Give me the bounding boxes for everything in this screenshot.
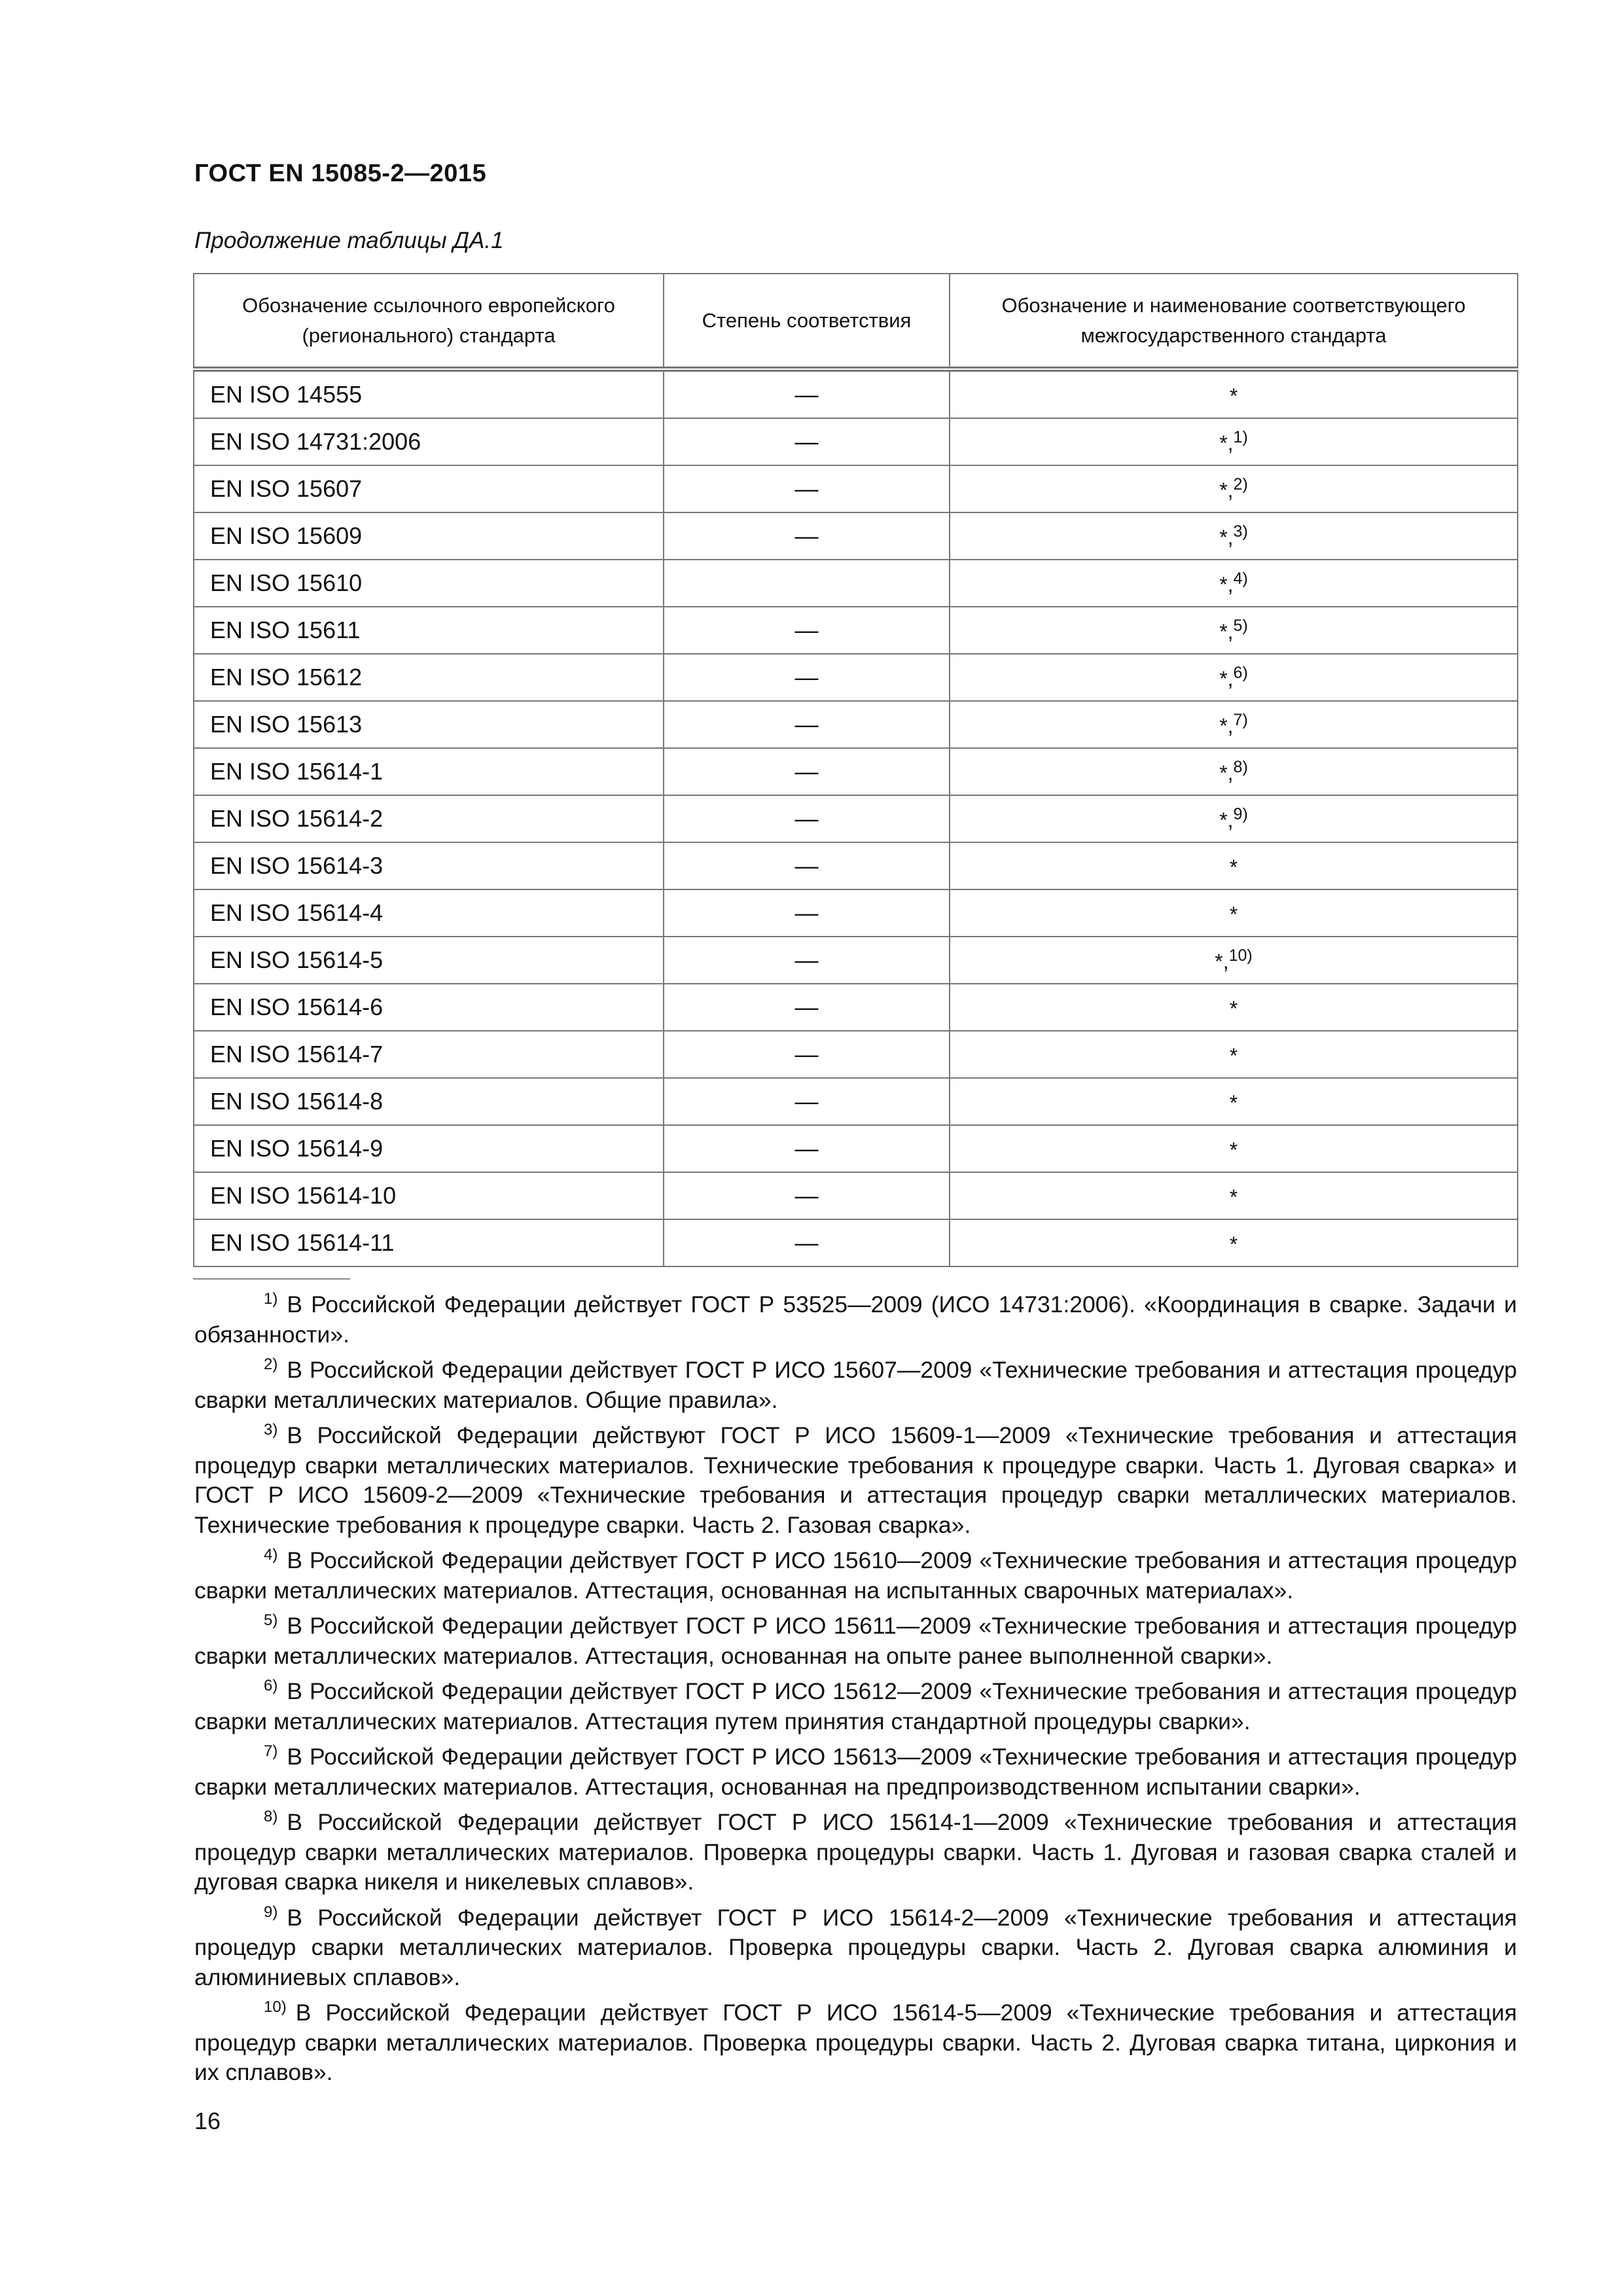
degree-cell: —	[664, 465, 950, 512]
asterisk-mark: *	[1229, 1185, 1238, 1209]
footnote-text: В Российской Федерации действует ГОСТ Р ИСО 15613—2009 «Технические требования и аттестация процедур сварки металлических материалов. Аттестация, основанная на предпроизводственном испытании сварки».	[194, 1744, 1517, 1800]
degree-cell	[664, 560, 950, 607]
table-row	[194, 795, 1518, 842]
footnote-ref: 8)	[1233, 757, 1248, 776]
table-row	[194, 1078, 1518, 1125]
table-row	[194, 1125, 1518, 1172]
footnote	[194, 1992, 1517, 2088]
standard-code: EN ISO 15613	[194, 701, 664, 748]
header-degree: Степень соответствия	[664, 274, 950, 369]
degree-cell: —	[664, 984, 950, 1031]
footnote	[194, 1736, 1517, 1802]
footnote-text: В Российской Федерации действует ГОСТ Р ИСО 15614-2—2009 «Технические требования и аттестация процедур сварки металлических материалов. Проверка процедуры сварки. Часть 2. Дуговая сварка алюминия и алюминиевых сплавов».	[194, 1904, 1517, 1990]
standard-code: EN ISO 15614-5	[194, 937, 664, 984]
asterisk-mark: *,	[1219, 666, 1234, 691]
footnote-text: В Российской Федерации действует ГОСТ Р ИСО 15612—2009 «Технические требования и аттестация процедур сварки металлических материалов. Аттестация путем принятия стандартной процедуры сварки».	[194, 1678, 1517, 1734]
standard-code: EN ISO 15614-3	[194, 842, 664, 889]
standard-code: EN ISO 14555	[194, 369, 664, 418]
table-caption: Продолжение таблицы ДА.1	[194, 228, 504, 253]
degree-cell: —	[664, 889, 950, 937]
reference-cell	[950, 369, 1518, 418]
degree-cell: —	[664, 701, 950, 748]
footnote-text: В Российской Федерации действует ГОСТ Р ИСО 15611—2009 «Технические требования и аттестация процедур сварки металлических материалов. Аттестация, основанная на опыте ранее выполненной сварки».	[194, 1613, 1517, 1669]
table-row	[194, 560, 1518, 607]
asterisk-mark: *,	[1219, 808, 1234, 832]
table-row	[194, 654, 1518, 701]
asterisk-mark: *,	[1219, 431, 1234, 455]
footnote-text: В Российской Федерации действует ГОСТ Р ИСО 15607—2009 «Технические требования и аттестация процедур сварки металлических материалов. Общие правила».	[194, 1357, 1517, 1413]
reference-cell	[950, 984, 1518, 1031]
standard-code: EN ISO 15614-8	[194, 1078, 664, 1125]
asterisk-mark: *,	[1215, 949, 1229, 973]
header-european-standard: Обозначение ссылочного европейского (регионального) стандарта	[194, 274, 664, 369]
degree-cell: —	[664, 748, 950, 795]
degree-cell: —	[664, 937, 950, 984]
footnote	[194, 1671, 1517, 1736]
document-header: ГОСТ EN 15085-2—2015	[194, 160, 487, 187]
asterisk-mark: *,	[1219, 525, 1234, 549]
table-row	[194, 937, 1518, 984]
footnote-mark: 2)	[264, 1355, 278, 1373]
standard-code: EN ISO 15614-6	[194, 984, 664, 1031]
degree-cell: —	[664, 1172, 950, 1219]
standard-code: EN ISO 15614-1	[194, 748, 664, 795]
reference-cell	[950, 512, 1518, 560]
footnote-ref: 4)	[1233, 569, 1248, 588]
standard-code: EN ISO 15610	[194, 560, 664, 607]
degree-cell: —	[664, 1078, 950, 1125]
standard-code: EN ISO 15614-9	[194, 1125, 664, 1172]
footnote-ref: 10)	[1228, 946, 1253, 965]
table-header-row	[194, 274, 1518, 369]
table-row	[194, 1172, 1518, 1219]
reference-cell	[950, 418, 1518, 465]
asterisk-mark: *,	[1219, 713, 1234, 738]
asterisk-mark: *,	[1219, 619, 1234, 643]
asterisk-mark: *,	[1219, 761, 1234, 785]
table-row	[194, 369, 1518, 418]
asterisk-mark: *	[1229, 855, 1238, 879]
standard-code: EN ISO 15607	[194, 465, 664, 512]
degree-cell: —	[664, 654, 950, 701]
table-row	[194, 1031, 1518, 1078]
standard-code: EN ISO 15614-4	[194, 889, 664, 937]
reference-cell	[950, 465, 1518, 512]
reference-cell	[950, 1078, 1518, 1125]
degree-cell: —	[664, 1219, 950, 1266]
standard-code: EN ISO 14731:2006	[194, 418, 664, 465]
reference-cell	[950, 889, 1518, 937]
reference-table	[193, 273, 1518, 1267]
degree-cell: —	[664, 842, 950, 889]
asterisk-mark: *	[1229, 996, 1238, 1020]
footnote	[194, 1284, 1517, 1350]
table-row	[194, 465, 1518, 512]
table-row	[194, 748, 1518, 795]
footnote-mark: 9)	[264, 1903, 278, 1921]
degree-cell: —	[664, 1125, 950, 1172]
table-body	[194, 369, 1518, 1266]
footnote-mark: 8)	[264, 1808, 278, 1825]
footnote-text: В Российской Федерации действуют ГОСТ Р ИСО 15609-1—2009 «Технические требования и аттестация процедур сварки металлических материалов. Технические требования к процедуре сварки. Часть 1. Дуговая сварка» и ГОСТ Р ИСО 15609-2—2009 «Технические требования и аттестация процедур сварки металлических материалов. Технические требования к процедуре сварки. Часть 2. Газовая сварка».	[194, 1422, 1517, 1538]
reference-cell	[950, 1172, 1518, 1219]
footnote	[194, 1350, 1517, 1415]
reference-cell	[950, 1125, 1518, 1172]
standard-code: EN ISO 15614-2	[194, 795, 664, 842]
reference-cell	[950, 1219, 1518, 1266]
reference-cell	[950, 654, 1518, 701]
footnote-mark: 5)	[264, 1611, 278, 1629]
reference-cell	[950, 560, 1518, 607]
table-row	[194, 889, 1518, 937]
standard-code: EN ISO 15614-7	[194, 1031, 664, 1078]
asterisk-mark: *	[1229, 1232, 1238, 1256]
reference-cell	[950, 795, 1518, 842]
footnote-ref: 5)	[1233, 616, 1248, 635]
standard-code: EN ISO 15612	[194, 654, 664, 701]
degree-cell: —	[664, 607, 950, 654]
footnote	[194, 1897, 1517, 1993]
footnote-mark: 7)	[264, 1742, 278, 1760]
table-row	[194, 418, 1518, 465]
degree-cell: —	[664, 795, 950, 842]
asterisk-mark: *	[1229, 1138, 1238, 1162]
footnote-mark: 10)	[264, 1998, 287, 2016]
footnote-text: В Российской Федерации действует ГОСТ Р 53525—2009 (ИСО 14731:2006). «Координация в сварке. Задачи и обязанности».	[194, 1291, 1517, 1348]
table-row	[194, 512, 1518, 560]
footnote	[194, 1540, 1517, 1605]
footnote-ref: 9)	[1233, 804, 1248, 823]
table-row	[194, 842, 1518, 889]
reference-cell	[950, 937, 1518, 984]
table-row	[194, 984, 1518, 1031]
standard-code: EN ISO 15609	[194, 512, 664, 560]
asterisk-mark: *,	[1219, 478, 1234, 502]
degree-cell: —	[664, 369, 950, 418]
asterisk-mark: *	[1229, 1090, 1238, 1115]
footnote-ref: 2)	[1233, 475, 1248, 493]
degree-cell: —	[664, 418, 950, 465]
reference-cell	[950, 748, 1518, 795]
degree-cell: —	[664, 1031, 950, 1078]
standard-code: EN ISO 15614-11	[194, 1219, 664, 1266]
footnote-ref: 1)	[1233, 427, 1248, 446]
asterisk-mark: *	[1229, 902, 1238, 926]
footnote	[194, 1605, 1517, 1671]
page-number: 16	[194, 2108, 221, 2134]
reference-cell	[950, 1031, 1518, 1078]
footnote-text: В Российской Федерации действует ГОСТ Р ИСО 15614-5—2009 «Технические требования и аттестация процедур сварки металлических материалов. Проверка процедуры сварки. Часть 2. Дуговая сварка титана, циркония и их сплавов».	[194, 2000, 1517, 2085]
reference-cell	[950, 842, 1518, 889]
footnote	[194, 1802, 1517, 1897]
footnote-mark: 6)	[264, 1677, 278, 1695]
standard-code: EN ISO 15611	[194, 607, 664, 654]
asterisk-mark: *,	[1219, 572, 1234, 596]
footnote-ref: 3)	[1233, 522, 1248, 541]
asterisk-mark: *	[1229, 1043, 1238, 1067]
table-row	[194, 1219, 1518, 1266]
reference-cell	[950, 607, 1518, 654]
footnote-separator	[193, 1278, 350, 1280]
footnote-ref: 7)	[1233, 710, 1248, 729]
footnote-mark: 3)	[264, 1421, 278, 1439]
table-row	[194, 701, 1518, 748]
footnote	[194, 1415, 1517, 1540]
reference-cell	[950, 701, 1518, 748]
degree-cell: —	[664, 512, 950, 560]
asterisk-mark: *	[1229, 384, 1238, 408]
footnote-text: В Российской Федерации действует ГОСТ Р ИСО 15610—2009 «Технические требования и аттестация процедур сварки металлических материалов. Аттестация, основанная на испытанных сварочных материалах».	[194, 1547, 1517, 1604]
footnote-mark: 1)	[264, 1290, 278, 1308]
footnote-mark: 4)	[264, 1546, 278, 1564]
header-interstate-standard: Обозначение и наименование соответствующего межгосударственного стандарта	[950, 274, 1518, 369]
table-row	[194, 607, 1518, 654]
footnote-ref: 6)	[1233, 663, 1248, 682]
footnotes-section	[194, 1284, 1517, 2088]
standard-code: EN ISO 15614-10	[194, 1172, 664, 1219]
footnote-text: В Российской Федерации действует ГОСТ Р ИСО 15614-1—2009 «Технические требования и аттестация процедур сварки металлических материалов. Проверка процедуры сварки. Часть 1. Дуговая и газовая сварка сталей и дуговая сварка никеля и никелевых сплавов».	[194, 1809, 1517, 1895]
